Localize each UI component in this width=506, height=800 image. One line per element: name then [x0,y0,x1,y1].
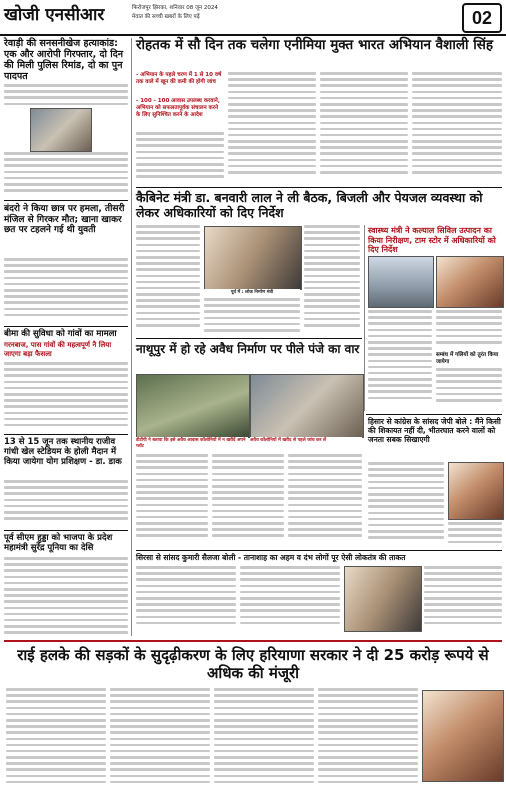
story-rewari-photo [30,108,92,152]
story-yoga-text [4,480,128,526]
second-story-photo-caption: पूर्व में : लोक निर्माण मंत्री [204,289,300,295]
right-story-photo-1 [368,256,434,308]
nathupur-headline: नाथूपुर में हो रहे अवैध निर्माण पर पीले पंजे का वार [136,342,360,356]
top-story-kicker-2: - 100 - 100 आवास उपलब्ध करवाने, अभियान को सफलतापूर्वक संचालन करने के लिए सुनिश्चित करने के आदेश [136,98,220,118]
bottom-story-text-col3 [214,688,314,794]
divider [4,530,128,531]
right-story-text-col1 [368,310,432,406]
top-story-text-col2 [228,72,316,184]
divider [136,338,362,339]
story-hooda-headline: पूर्व सीएम हुड्डा को भाजपा के प्रदेश महामंत्री सुरेंद्र पूनिया का देसि [4,533,113,553]
second-story-text-col3 [304,225,360,335]
story-monkey-text [4,258,128,322]
story-yoga-headline: 13 से 15 जून तक स्थानीय राजीव गांधी खेल स्टेडियम के होली मैदान में किया जायेगा योग प्रशिक्षण - डा. डाक [4,437,122,467]
masthead [0,0,506,36]
nathupur-text-col2 [212,454,284,546]
top-story-kicker-1: - अभियान के पहले चरण में 1 से 10 वर्ष तक वाले में खून की कमी की होगी जांच [136,72,222,85]
second-story-text-col1 [136,225,200,335]
right-story-divider [364,225,365,411]
story-rewari-text [4,84,128,106]
top-story-text-col1 [136,132,224,184]
hisar-story-headline: हिसार से कांग्रेस के सांसद जेपी बोले : मैंने किसी की शिकायत नहीं दी, भीतरघात करने वालों को जनता सबक सिखाएगी [368,417,501,444]
right-story-subhead: सम्बंध में गलियों को तुरंत किया जायेगा [436,352,499,365]
divider [4,326,128,327]
hisar-story-text-col2 [448,522,502,546]
left-column-divider [131,38,132,636]
divider [4,200,128,201]
dateline-tagline: मेवात की सच्ची खबरों के लिए पढ़ें [132,14,200,20]
second-story-photo [204,226,302,290]
right-story-photo-2 [436,256,504,308]
second-story-text-col2 [204,298,300,334]
nathupur-caption-2: अवैध कॉलोनियों में खरीद से पहले जांच कर लें [250,437,362,443]
hisar-story-photo [448,462,504,520]
story-rewari-text-2 [4,152,128,197]
nathupur-photo-2 [250,374,364,438]
sirsa-story-headline: सिरसा से सांसद कुमारी सैलजा बोली - तानाशाह का अहम व दंभ लोगों पूर ऐसी लोकतंत्र की ताकत [136,553,406,562]
dateline [132,4,272,22]
newspaper-brand: खोजी एनसीआर [4,5,105,25]
bottom-story-rule [4,640,502,642]
nathupur-text-col1 [136,454,208,546]
top-story-text-col3 [320,72,408,184]
bottom-story-photo [422,690,504,782]
nathupur-text-col3 [288,454,362,546]
page-number: 02 [462,3,502,33]
bottom-story-text-col4 [318,688,418,794]
hisar-story-text-col1 [368,462,444,546]
dateline-date: फिरोजपुर झिरका, शनिवार 08 जून 2024 [132,5,218,11]
top-story-text-col4 [412,72,502,184]
sirsa-story-text-col3 [424,566,502,632]
divider [4,434,128,435]
right-story-text-col2 [436,310,502,350]
right-story-text-col3 [436,368,502,408]
story-rewari-headline: रेवाड़ी की सनसनीखेज हत्याकांड: एक और आरोपी गिरफ्तार, दो दिन की मिली पुलिस रिमांड, दो का पुन पादपत [4,38,124,82]
second-story-headline: कैबिनेट मंत्री डा. बनवारी लाल ने ली बैठक, बिजली और पेयजल व्यवस्था को लेकर अधिकारियों को दिए निर्देश [136,190,483,220]
sirsa-story-text-col2 [240,566,340,632]
divider [136,550,502,551]
right-story-headline: स्वास्थ्य मंत्री ने कल्याल सिविल उत्पादन का किया निरीक्षण, टाम स्टोर में अधिकारियों को दिए निर्देश [368,226,496,254]
story-hooda-text [4,557,128,637]
story-insurance-subhead: गरनबाज, पास गांवों की महत्वपूर्ण नै लिया जाएगा बड़ा फैसला [4,341,112,358]
story-insurance-text [4,362,128,430]
bottom-story-headline: राई हलके की सड़कों के सुदृढ़ीकरण के लिए हरियाणा सरकार ने दी 25 करोड़ रूपये से अधिक की मंजूरी [17,646,489,682]
story-monkey-headline: बंदरो ने किया छात्र पर हमला, तीसरी मंजिल से गिरकर मौत; खाना खाकर छत पर टहलने गई थी युवती [4,204,125,235]
divider [366,414,502,415]
nathupur-photo-1 [136,374,250,438]
divider [136,187,502,188]
bottom-story-text-col2 [110,688,210,794]
nathupur-caption-1: डीटीपी ने बताया कि इसे अवैध आवास कॉलोनियों में न खरीदें अपने प्लॉट [136,437,248,449]
top-story-headline: रोहतक में सौ दिन तक चलेगा एनीमिया मुक्त भारत अभियान वैशाली सिंह [136,37,493,53]
story-insurance-headline: बीमा की सुविधा को गांवों का मामला [4,329,117,339]
bottom-story-text-col1 [6,688,106,794]
sirsa-story-text-col1 [136,566,236,632]
sirsa-story-photo [344,566,422,632]
